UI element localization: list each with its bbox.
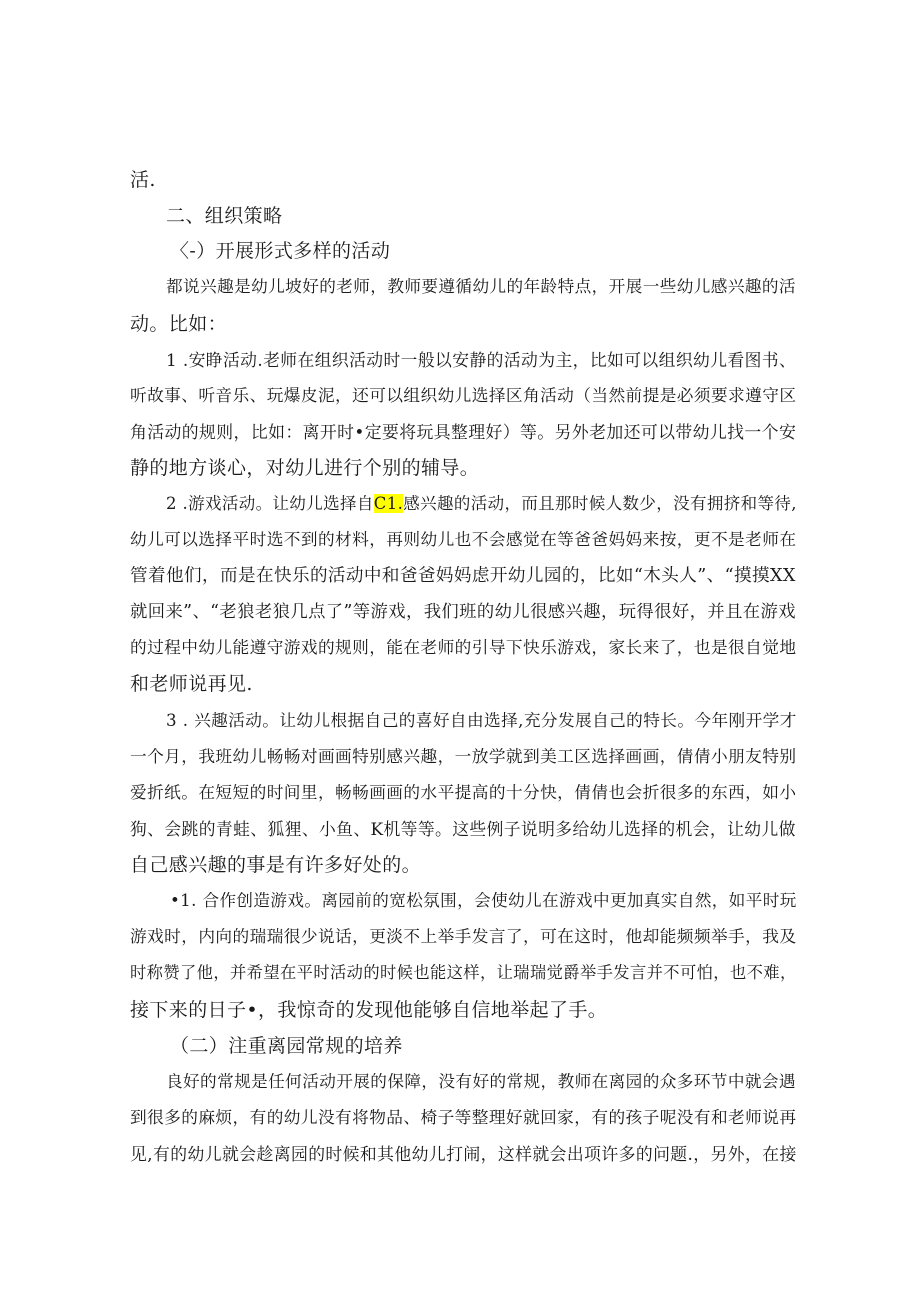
text-line: 爱折纸。在短短的时间里，畅畅画画的水平提高的十分快，倩倩也会折很多的东西，如小 bbox=[130, 783, 797, 802]
text-line: 就回来”、“老狼老狼几点了”等游戏，我们班的幼儿很感兴趣，玩得很好，并且在游戏 bbox=[130, 602, 796, 622]
text-line: 狗、会跳的青蛙、狐狸、小鱼、K机等等。这些例子说明多给幼儿选择的机会，让幼儿做 bbox=[130, 819, 796, 839]
text-segment: 2 .游戏活动。让幼儿选择自 bbox=[166, 494, 374, 513]
text-line: 接下来的日子•，我惊奇的发现他能够自信地举起了手。 bbox=[130, 999, 608, 1021]
text-line: 活. bbox=[130, 169, 156, 191]
text-line-with-highlight bbox=[166, 492, 797, 516]
text-line: 的过程中幼儿能遵守游戏的规则，能在老师的引导下快乐游戏，家长来了，也是很自觉地 bbox=[130, 638, 797, 657]
text-line: •1. 合作创造游戏。离园前的宽松氛围，会使幼儿在游戏中更加真实自然，如平时玩 bbox=[170, 891, 797, 910]
text-line: 和老师说再见. bbox=[130, 673, 253, 695]
text-line: 见,有的幼儿就会趁离园的时候和其他幼儿打闹，这样就会出项许多的问题.，另外，在接 bbox=[130, 1144, 797, 1164]
section-heading: 二、组织策略 bbox=[166, 205, 283, 227]
subsection-heading: 〈-）开展形式多样的活动 bbox=[170, 240, 391, 262]
text-line: 时称赞了他，并希望在平时活动的时候也能这样，让瑞瑞觉爵举手发言并不可怕，也不难， bbox=[130, 963, 797, 982]
text-line: 都说兴趣是幼儿坡好的老师，教师要遵循幼儿的年龄特点，开展一些幼儿感兴趣的活 bbox=[166, 277, 796, 296]
text-segment: 感兴趣的活动，而且那时候人数少，没有拥挤和等待, bbox=[403, 494, 797, 513]
text-line: 游戏时，内向的瑞瑞很少说话，更淡不上举手发言了，可在这时，他却能频频举手，我及 bbox=[130, 927, 797, 946]
text-line: 自己感兴趣的事是有许多好处的。 bbox=[130, 854, 422, 876]
text-line: 到很多的麻烦，有的幼儿没有将物品、椅子等整理好就回家，有的孩子呢没有和老师说再 bbox=[130, 1108, 797, 1127]
text-line: 角活动的规则，比如：离开时•定要将玩具整理好）等。另外老加还可以带幼儿找一个安 bbox=[130, 422, 797, 442]
subsection-heading: （二）注重离园常规的培养 bbox=[170, 1035, 403, 1057]
text-line: 一个月，我班幼儿畅畅对画画特别感兴趣，一放学就到美工区选择画画，倩倩小朋友特别 bbox=[130, 747, 797, 766]
text-line: 管着他们，而是在快乐的活动中和爸爸妈妈虑开幼儿园的，比如“木头人”、“摸摸XX bbox=[130, 566, 796, 586]
text-line: 良好的常规是任何活动开展的保障，没有好的常规，教师在离园的众多环节中就会遇 bbox=[166, 1072, 796, 1091]
text-line: 动。比如： bbox=[130, 313, 228, 335]
highlighted-text: C1. bbox=[373, 494, 404, 513]
text-line: 幼儿可以选择平时选不到的材料，再则幼儿也不会感觉在等爸爸妈妈来按，更不是老师在 bbox=[130, 530, 797, 549]
text-line: 听故事、听音乐、玩爆皮泥，还可以组织幼儿选择区角活动（当然前提是必须要求遵守区 bbox=[130, 386, 797, 405]
text-line: 1 .安睁活动.老师在组织活动时一般以安静的活动为主，比如可以组织幼儿看图书、 bbox=[166, 350, 797, 370]
text-line: 3 . 兴趣活动。让幼儿根据自己的喜好自由选择,充分发展自己的特长。今年刚开学才 bbox=[166, 711, 797, 730]
text-line: 静的地方谈心，对幼儿进行个别的辅导。 bbox=[130, 457, 480, 479]
